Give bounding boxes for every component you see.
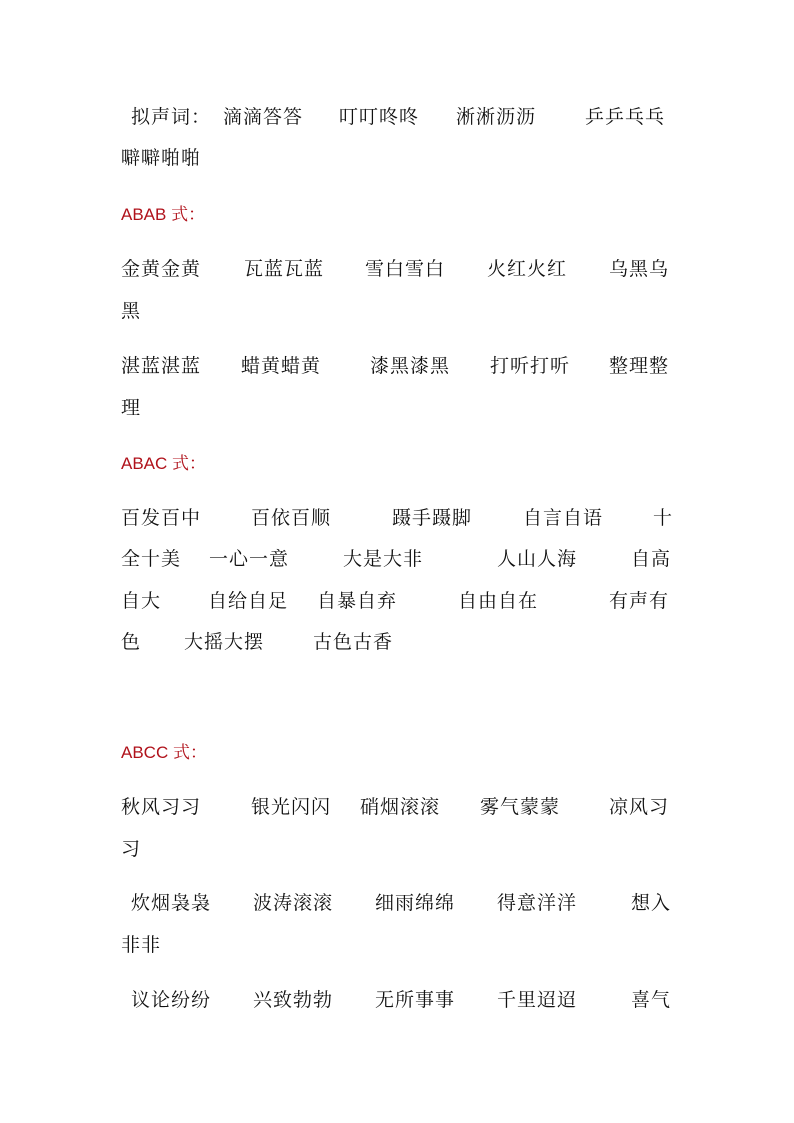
word: 千里迢迢: [497, 989, 578, 1011]
word: 硝烟滚滚: [360, 796, 441, 818]
onomatopoeia-label: 拟声词：: [131, 106, 212, 128]
word: 蜡黄蜡黄: [241, 355, 322, 377]
word: 无所事事: [375, 989, 456, 1011]
word: 打听打听: [490, 355, 571, 377]
word: 金黄金黄: [121, 258, 202, 280]
word: 兴致勃勃: [253, 989, 334, 1011]
word: 十: [653, 507, 674, 529]
word: 大摇大摆: [184, 631, 265, 653]
word: 湛蓝湛蓝: [121, 355, 202, 377]
word: 叮叮咚咚: [339, 106, 420, 128]
word: 瓦蓝瓦蓝: [244, 258, 325, 280]
word: 整理整: [609, 355, 670, 377]
word: 乌黑乌: [609, 258, 670, 280]
word: 古色古香: [313, 631, 394, 653]
word: 滴滴答答: [223, 106, 304, 128]
word: 习: [121, 838, 142, 860]
word: 自暴自弃: [317, 590, 398, 612]
word: 银光闪闪: [251, 796, 332, 818]
section-heading-abac: ABAC 式：: [121, 454, 207, 473]
word: 百发百中: [121, 507, 202, 529]
word: 自高: [631, 548, 672, 570]
word: 一心一意: [209, 548, 290, 570]
word: 火红火红: [487, 258, 568, 280]
word: 秋风习习: [121, 796, 202, 818]
word: 全十美: [121, 548, 182, 570]
word: 百依百顺: [251, 507, 332, 529]
word: 自言自语: [523, 507, 604, 529]
word: 淅淅沥沥: [456, 106, 537, 128]
word: 大是大非: [343, 548, 424, 570]
word: 黑: [121, 300, 142, 322]
word: 噼噼啪啪: [121, 147, 202, 169]
word: 自大: [121, 590, 162, 612]
word: 漆黑漆黑: [370, 355, 451, 377]
word: 蹑手蹑脚: [392, 507, 473, 529]
word: 凉风习: [609, 796, 670, 818]
word: 乒乒乓乓: [585, 106, 666, 128]
word: 色: [121, 631, 142, 653]
word: 自由自在: [458, 590, 539, 612]
word: 喜气: [631, 989, 672, 1011]
word: 非非: [121, 934, 162, 956]
section-heading-abab: ABAB 式：: [121, 205, 206, 224]
word: 雾气蒙蒙: [480, 796, 561, 818]
word: 想入: [631, 892, 672, 914]
word: 人山人海: [497, 548, 578, 570]
word: 炊烟袅袅: [131, 892, 212, 914]
word: 雪白雪白: [365, 258, 446, 280]
word: 议论纷纷: [131, 989, 212, 1011]
word: 波涛滚滚: [253, 892, 334, 914]
word: 得意洋洋: [497, 892, 578, 914]
word: 有声有: [609, 590, 670, 612]
word: 自给自足: [208, 590, 289, 612]
word: 细雨绵绵: [375, 892, 456, 914]
word: 理: [121, 397, 142, 419]
section-heading-abcc: ABCC 式：: [121, 743, 207, 762]
